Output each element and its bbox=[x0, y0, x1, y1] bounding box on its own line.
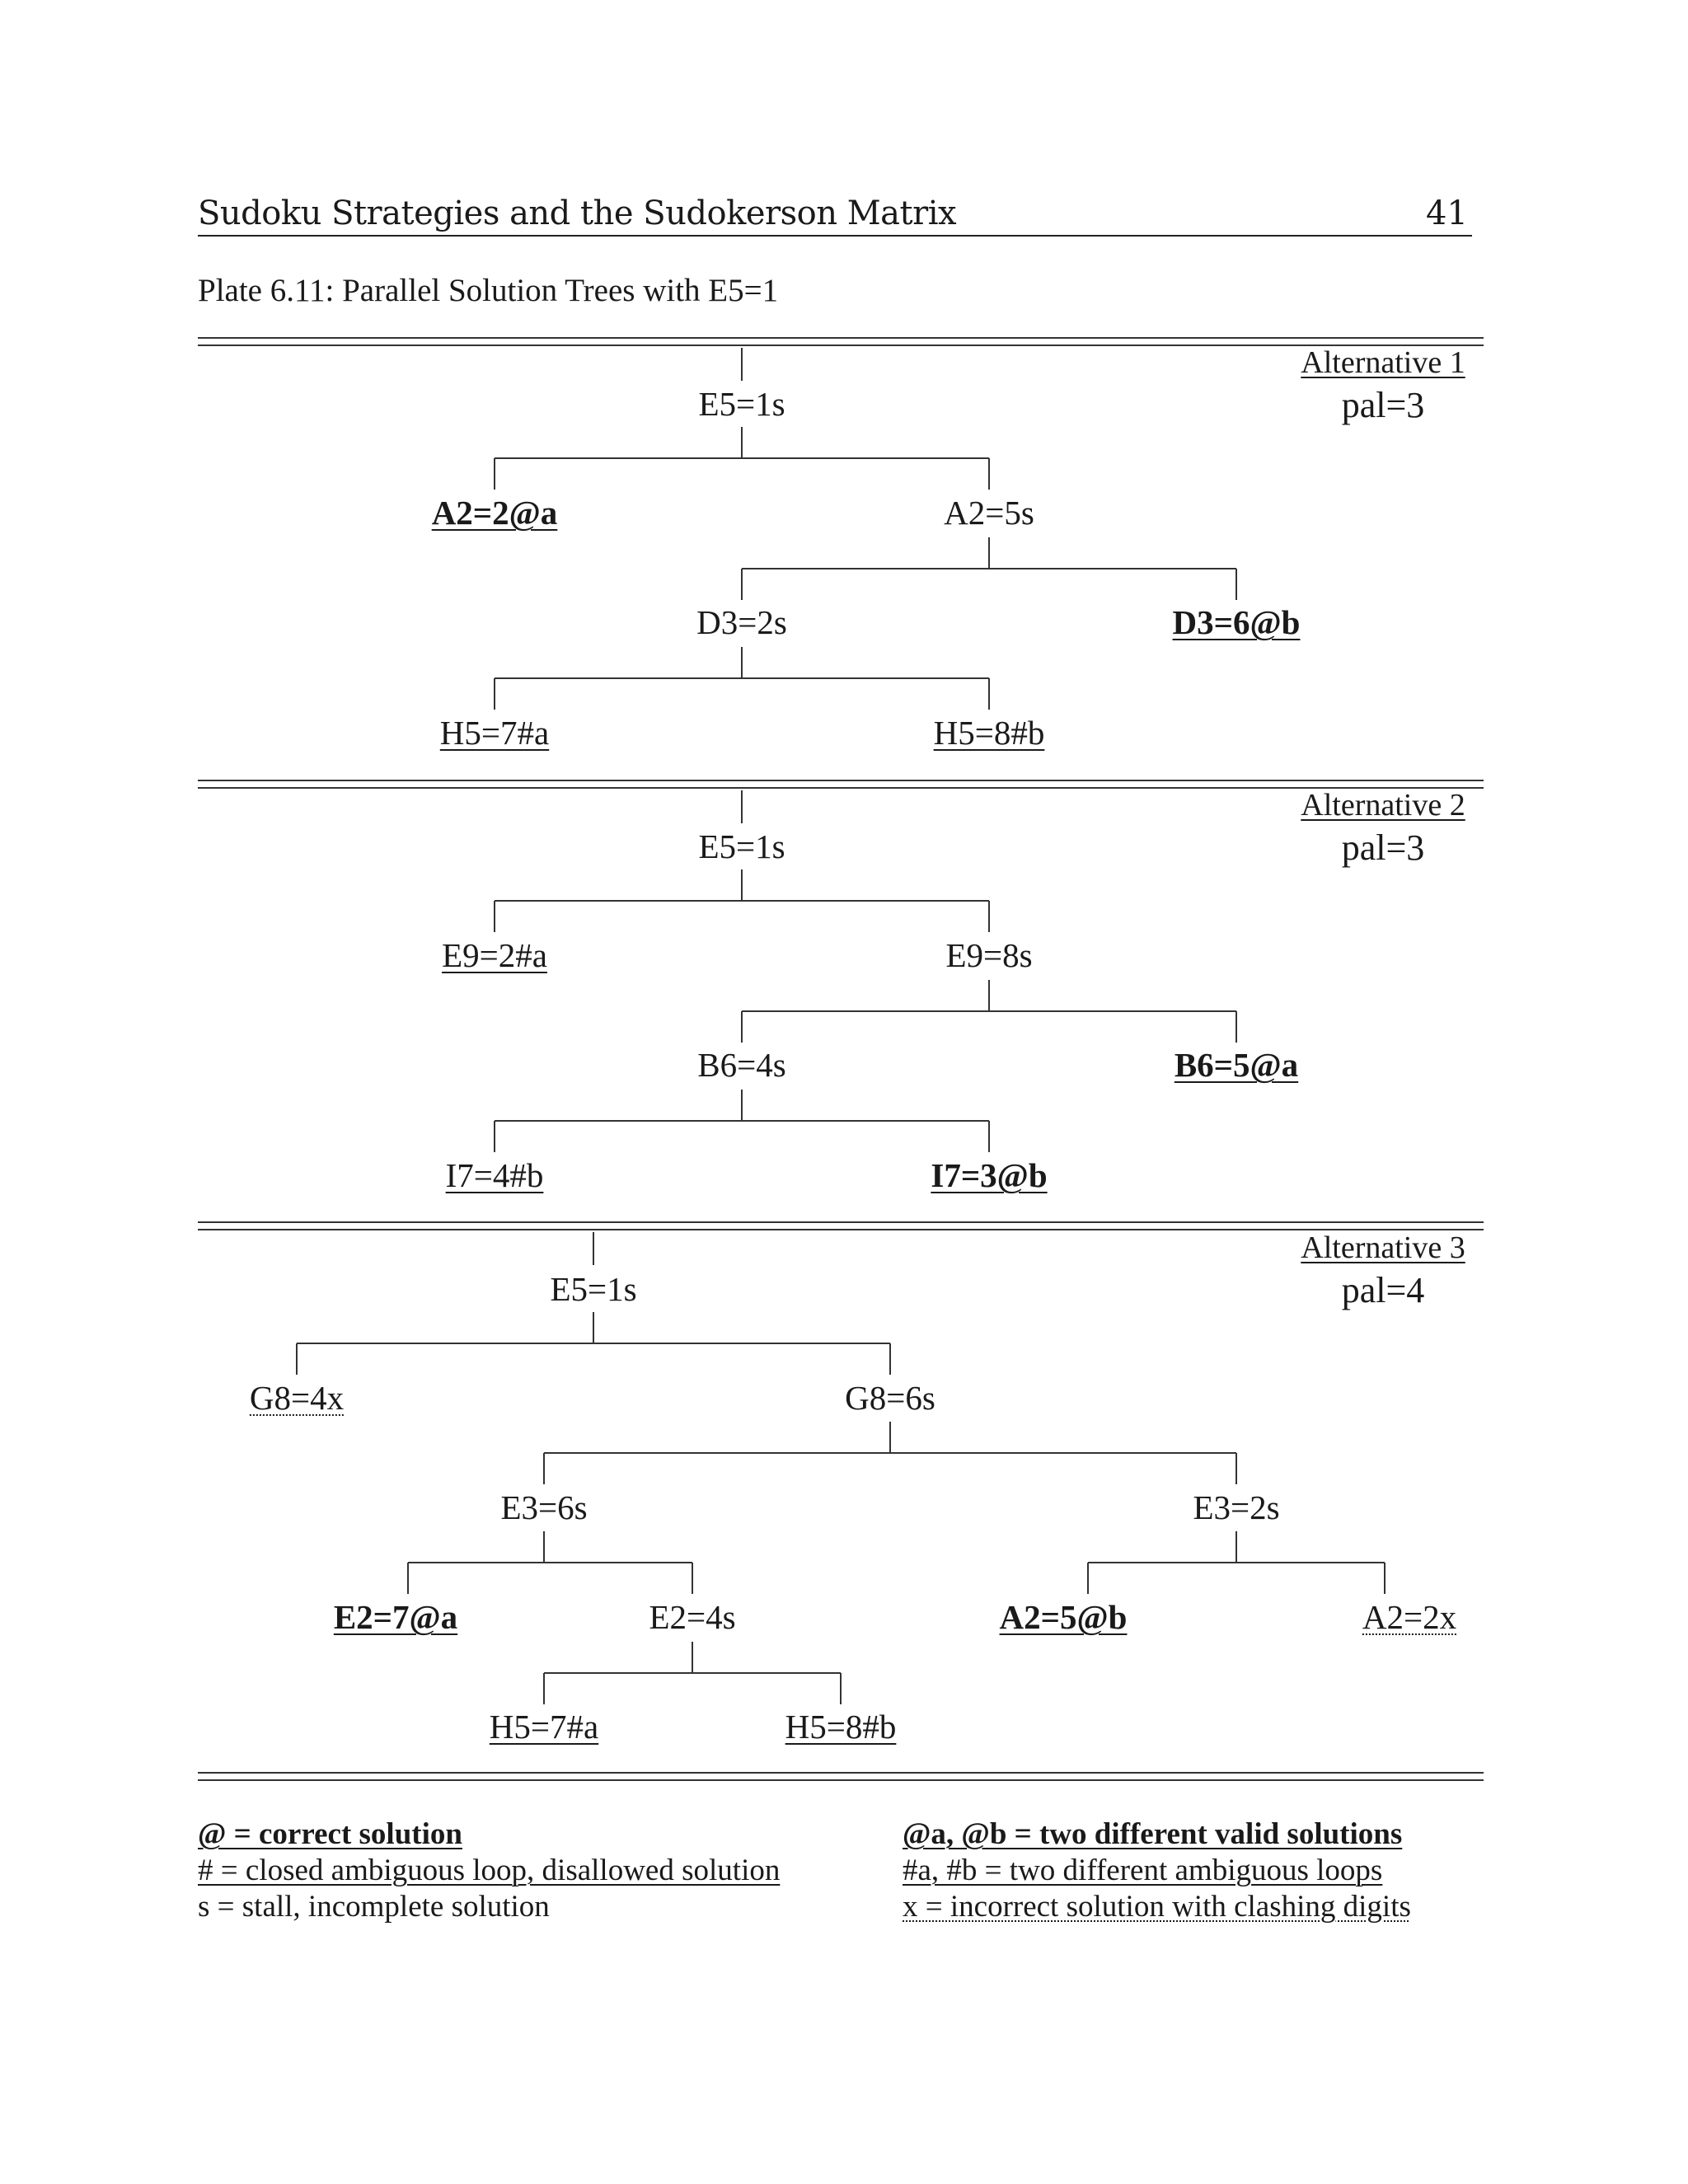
legend-incorrect: x = incorrect solution with clashing digits bbox=[903, 1890, 1411, 1924]
alt2-node-e9-8: E9=8s bbox=[945, 936, 1033, 974]
alt2-node-i7-4: I7=4#b bbox=[445, 1156, 544, 1194]
alternative-3-pal: pal=4 bbox=[1341, 1270, 1425, 1310]
alt3-node-a2-2: A2=2x bbox=[1362, 1598, 1457, 1636]
alt1-node-a2-5: A2=5s bbox=[944, 494, 1034, 532]
alt2-node-e9-2: E9=2#a bbox=[442, 936, 547, 974]
alternative-1-pal: pal=3 bbox=[1341, 385, 1425, 425]
alt2-node-i7-3: I7=3@b bbox=[931, 1156, 1048, 1194]
legend-two-loops: #a, #b = two different ambiguous loops bbox=[903, 1854, 1383, 1887]
alt3-node-e3-2: E3=2s bbox=[1193, 1488, 1280, 1526]
alt3-node-g8-6: G8=6s bbox=[845, 1379, 935, 1417]
alt2-root-node: E5=1s bbox=[698, 827, 785, 865]
alt3-node-a2-5: A2=5@b bbox=[999, 1598, 1128, 1636]
legend-closed-loop: # = closed ambiguous loop, disallowed solution bbox=[198, 1854, 781, 1887]
alt1-node-h5-7: H5=7#a bbox=[439, 714, 550, 752]
alt1-node-d3-2: D3=2s bbox=[696, 603, 787, 641]
legend-two-valid: @a, @b = two different valid solutions bbox=[903, 1817, 1403, 1851]
legend-right bbox=[903, 1816, 1411, 1925]
alt1-node-d3-6: D3=6@b bbox=[1172, 603, 1301, 641]
alt2-node-b6-4: B6=4s bbox=[697, 1046, 786, 1084]
alternative-3-label: Alternative 3 bbox=[1301, 1230, 1465, 1265]
alt2-node-b6-5: B6=5@a bbox=[1174, 1046, 1299, 1084]
alt1-node-a2-2: A2=2@a bbox=[431, 494, 558, 532]
alt3-node-e3-6: E3=6s bbox=[500, 1488, 588, 1526]
page-number: 41 bbox=[1426, 194, 1468, 232]
alternative-2-label: Alternative 2 bbox=[1301, 788, 1465, 823]
legend-correct: @ = correct solution bbox=[198, 1817, 462, 1851]
alt3-node-g8-4: G8=4x bbox=[249, 1379, 345, 1417]
alt3-node-h5-7: H5=7#a bbox=[489, 1708, 599, 1746]
plate-title: Plate 6.11: Parallel Solution Trees with E5=1 bbox=[198, 273, 779, 308]
alternative-2-pal: pal=3 bbox=[1341, 827, 1425, 868]
alt1-node-h5-8: H5=8#b bbox=[933, 714, 1045, 752]
legend-stall: s = stall, incomplete solution bbox=[198, 1890, 550, 1924]
alt3-node-e2-4: E2=4s bbox=[649, 1598, 736, 1636]
alternative-1-label: Alternative 1 bbox=[1301, 345, 1465, 380]
alt1-root-node: E5=1s bbox=[698, 385, 785, 423]
running-header-title: Sudoku Strategies and the Sudokerson Matrix bbox=[198, 194, 957, 232]
alt3-root-node: E5=1s bbox=[550, 1270, 637, 1308]
alt3-node-h5-8: H5=8#b bbox=[785, 1708, 897, 1746]
alt3-node-e2-7: E2=7@a bbox=[333, 1598, 458, 1636]
legend-left bbox=[198, 1816, 780, 1925]
